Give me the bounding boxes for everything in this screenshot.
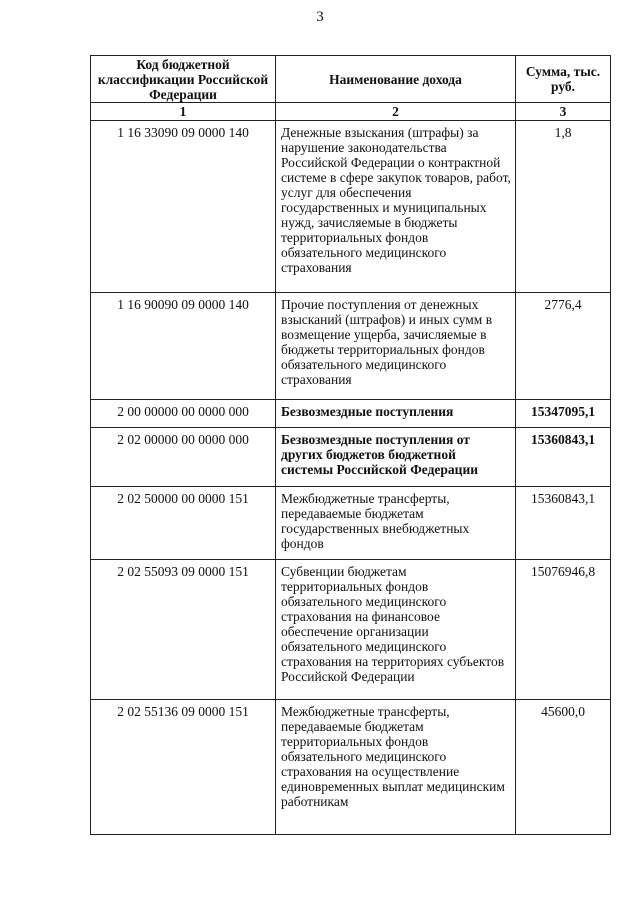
row-amount: 15076946,8: [516, 560, 611, 700]
table-row: [91, 293, 611, 400]
table-row: [91, 700, 611, 835]
table-row: [91, 560, 611, 700]
row-code: 1 16 33090 09 0000 140: [91, 121, 276, 293]
row-name: Безвозмездные поступления от других бюджетов бюджетной системы Российской Федерации: [276, 428, 516, 487]
table-row: [91, 121, 611, 293]
row-amount: 15347095,1: [516, 400, 611, 428]
header-amount: Сумма, тыс. руб.: [516, 56, 611, 103]
row-code: 2 02 50000 00 0000 151: [91, 487, 276, 560]
row-code: 1 16 90090 09 0000 140: [91, 293, 276, 400]
row-name: Субвенции бюджетам территориальных фондов обязательного медицинского страхования на финансовое обеспечение организации обязательного медицинского страхования на территориях субъектов Российской Федерации: [276, 560, 516, 700]
row-code: 2 00 00000 00 0000 000: [91, 400, 276, 428]
row-amount: 15360843,1: [516, 428, 611, 487]
table-row: [91, 428, 611, 487]
row-name: Межбюджетные трансферты, передаваемые бюджетам территориальных фондов обязательного медицинского страхования на осуществление единовременных выплат медицинским работникам: [276, 700, 516, 835]
row-amount: 1,8: [516, 121, 611, 293]
row-amount: 2776,4: [516, 293, 611, 400]
row-amount: 45600,0: [516, 700, 611, 835]
row-name: Прочие поступления от денежных взысканий (штрафов) и иных сумм в возмещение ущерба, зачисляемые в бюджеты территориальных фондов обязательного медицинского страхования: [276, 293, 516, 400]
row-name: Межбюджетные трансферты, передаваемые бюджетам государственных внебюджетных фондов: [276, 487, 516, 560]
page-number: 3: [316, 9, 324, 25]
row-code: 2 02 00000 00 0000 000: [91, 428, 276, 487]
column-number-row: [91, 103, 611, 121]
table-header-row: [91, 56, 611, 103]
row-name: Безвозмездные поступления: [276, 400, 516, 428]
row-name: Денежные взыскания (штрафы) за нарушение законодательства Российской Федерации о контрактной системе в сфере закупок товаров, работ, услуг для обеспечения государственных и муниципальных нужд, зачисляемые в бюджеты территориальных фондов обязательного медицинского страхования: [276, 121, 516, 293]
revenue-table: [90, 55, 611, 835]
row-amount: 15360843,1: [516, 487, 611, 560]
column-number: 1: [91, 103, 276, 121]
table-row: [91, 487, 611, 560]
table-row: [91, 400, 611, 428]
header-name: Наименование дохода: [276, 56, 516, 103]
header-code: Код бюджетной классификации Российской Федерации: [91, 56, 276, 103]
column-number: 2: [276, 103, 516, 121]
row-code: 2 02 55093 09 0000 151: [91, 560, 276, 700]
column-number: 3: [516, 103, 611, 121]
row-code: 2 02 55136 09 0000 151: [91, 700, 276, 835]
